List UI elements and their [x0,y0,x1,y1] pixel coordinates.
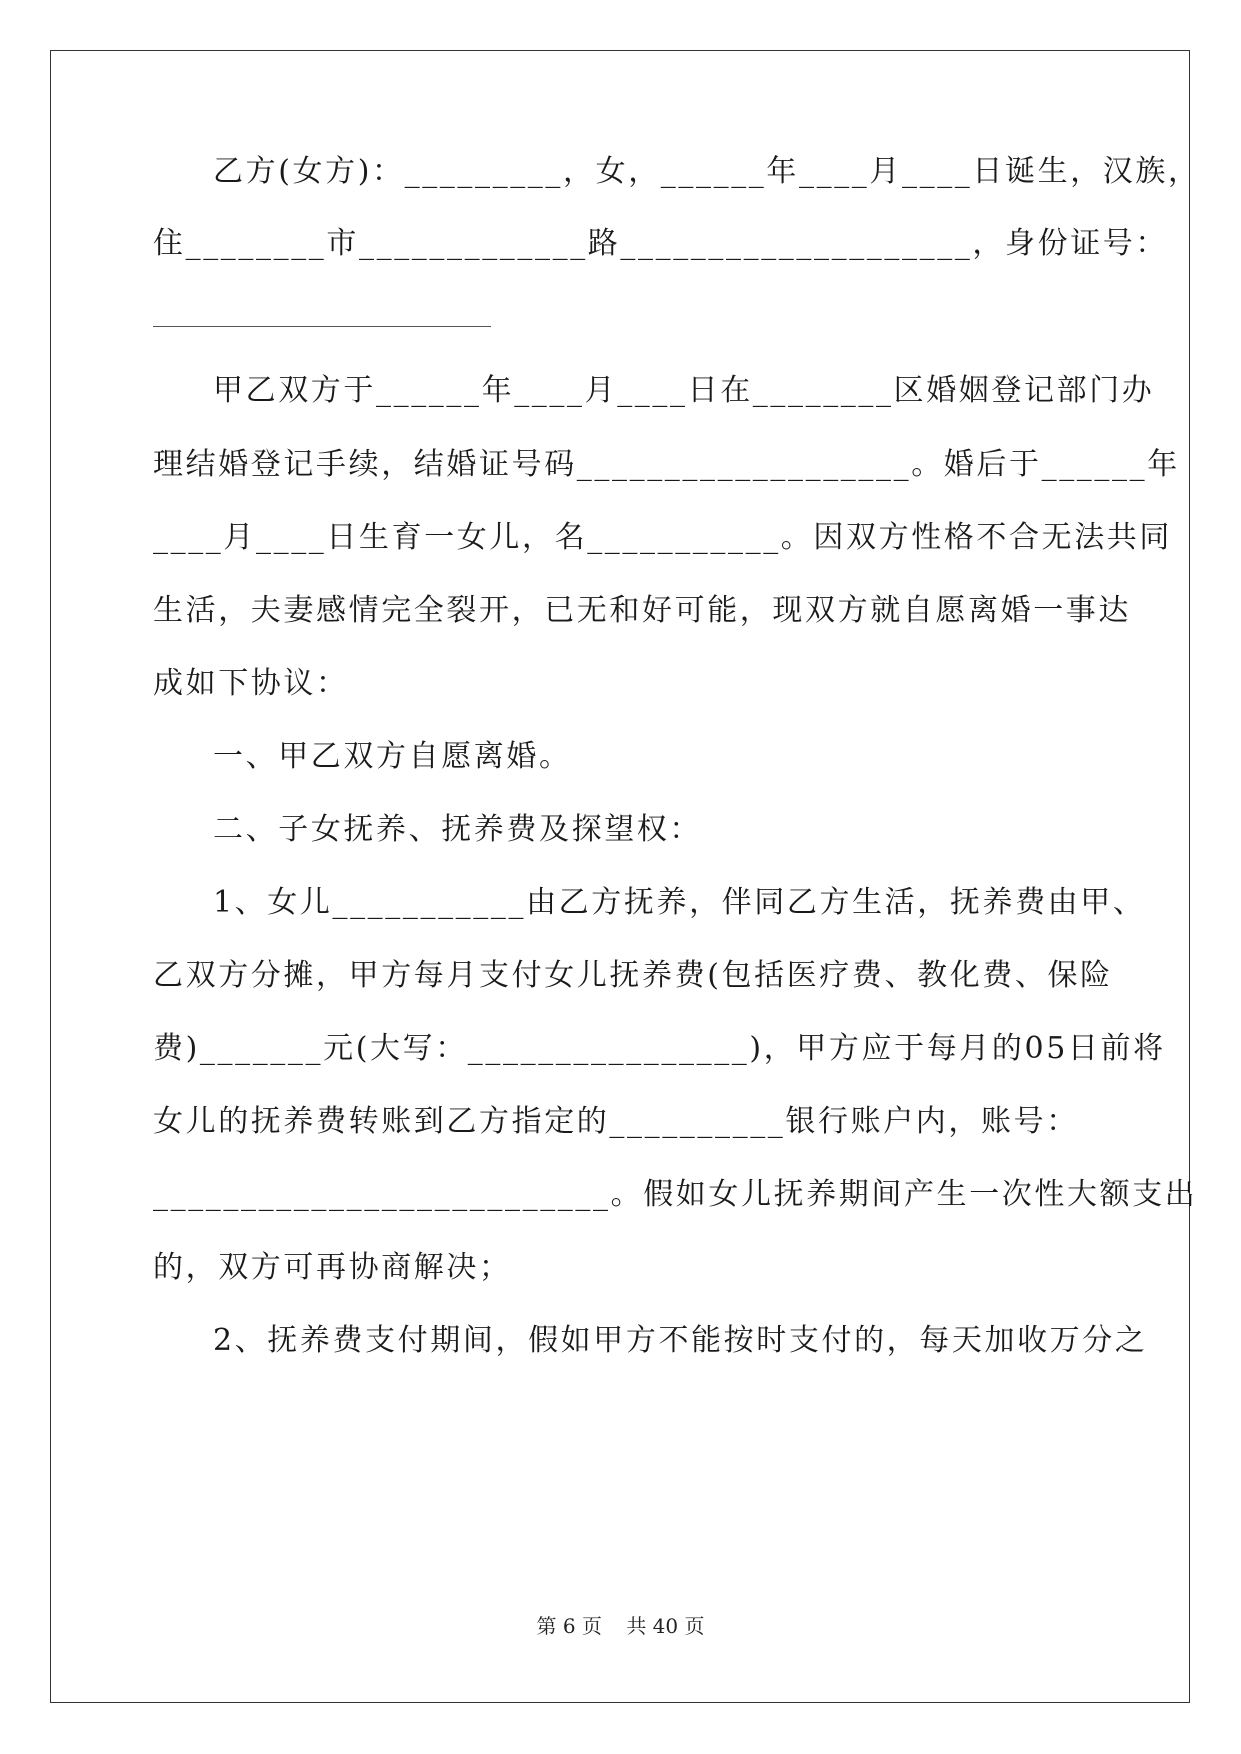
text-line-14: __________________________。假如女儿抚养期间产生一次性大额支出 [153,1177,1198,1212]
page-footer [0,1614,1241,1638]
id-number-blank [153,326,491,327]
text-line-7: 成如下协议： [153,666,349,701]
text-line-3: 甲乙双方于______年____月____日在________区婚姻登记部门办 [213,373,1155,408]
text-line-1: 乙方(女方)：_________，女，______年____月____日诞生，汉族， [213,154,1201,189]
page-border [50,50,1201,1703]
text-line-6: 生活，夫妻感情完全裂开，已无和好可能，现双方就自愿离婚一事达 [153,593,1131,628]
text-line-8: 一、甲乙双方自愿离婚。 [213,739,572,774]
text-line-10: 1、女儿___________由乙方抚养，伴同乙方生活，抚养费由甲、 [213,885,1146,920]
text-line-5: ____月____日生育一女儿，名___________。因双方性格不合无法共同 [153,520,1172,555]
text-line-11: 乙双方分摊，甲方每月支付女儿抚养费(包括医疗费、教化费、保险 [153,958,1113,993]
text-line-15: 的，双方可再协商解决； [153,1250,512,1285]
text-line-4: 理结婚登记手续，结婚证号码___________________。婚后于______年 [153,447,1180,482]
text-line-13: 女儿的抚养费转账到乙方指定的__________银行账户内，账号： [153,1104,1079,1139]
text-line-16: 2、抚养费支付期间，假如甲方不能按时支付的，每天加收万分之 [213,1323,1148,1358]
text-line-9: 二、子女抚养、抚养费及探望权： [213,812,702,847]
text-line-2: 住________市_____________路____________________，身份证号： [153,226,1168,261]
text-line-12: 费)_______元(大写：________________)，甲方应于每月的05日前将 [153,1031,1166,1066]
page-total: 共 40 页 [626,1614,705,1638]
page-number: 第 6 页 [536,1614,602,1638]
